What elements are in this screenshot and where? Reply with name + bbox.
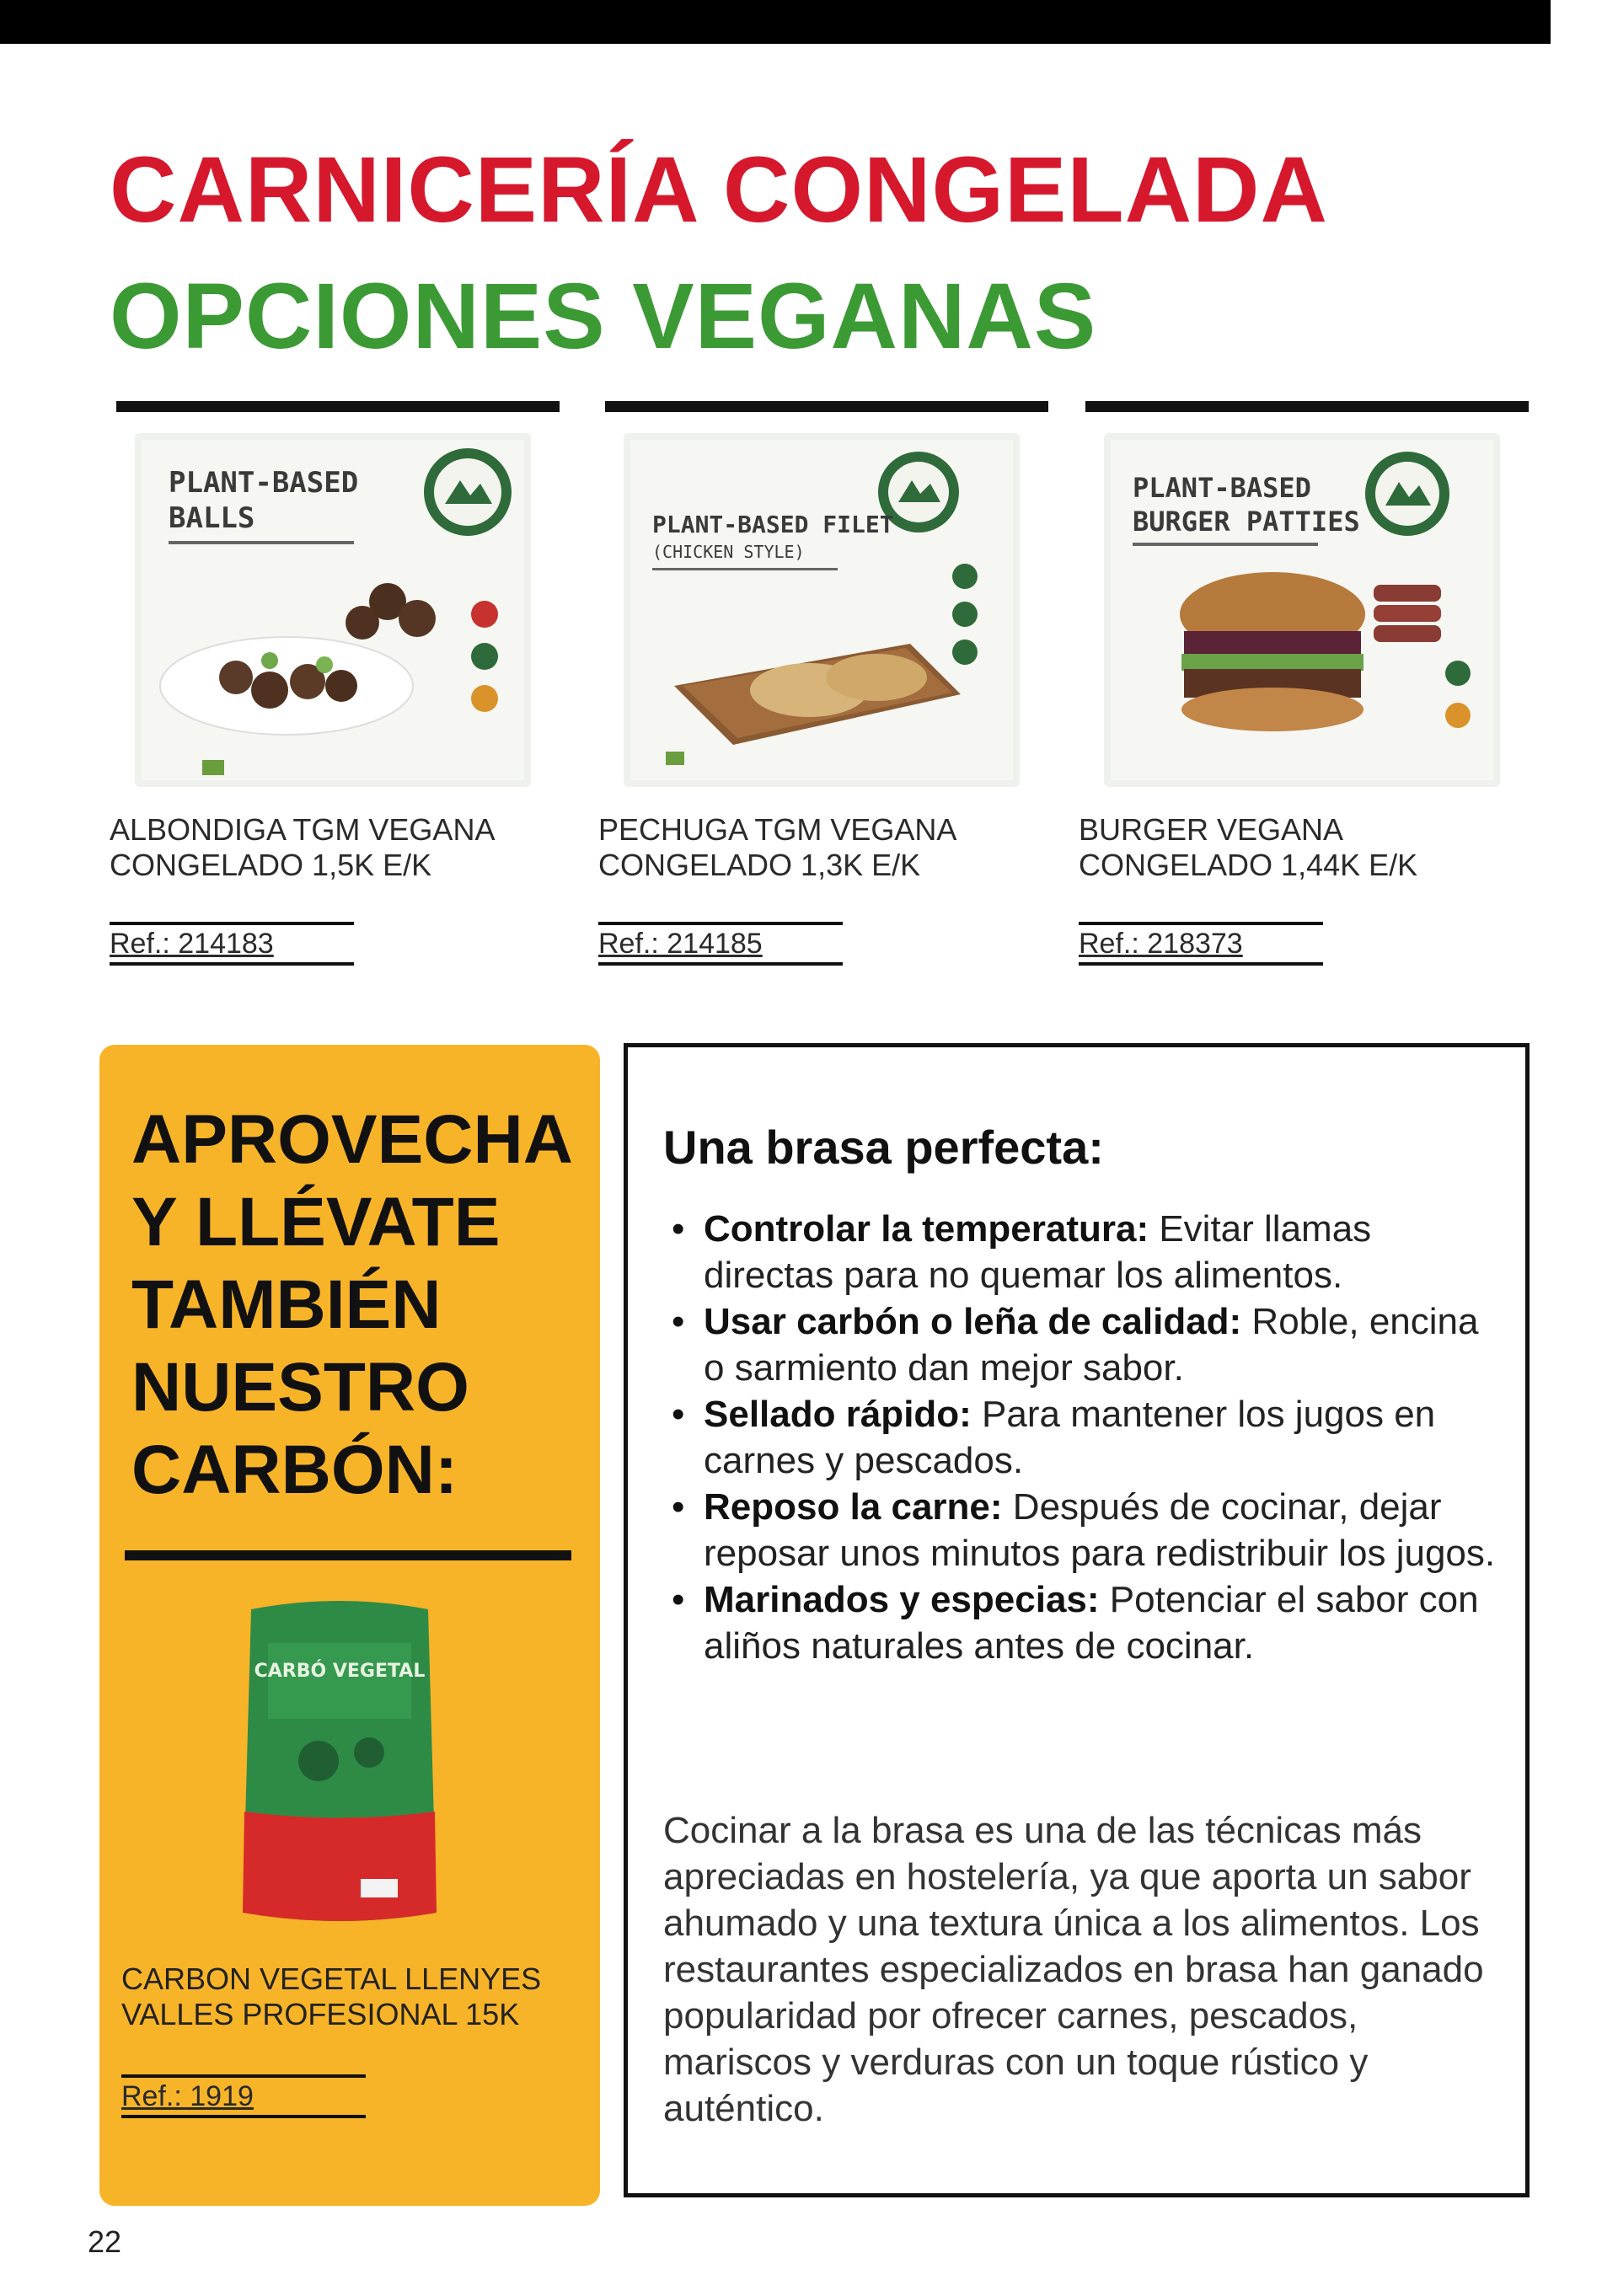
tips-box (624, 1043, 1530, 2197)
promo-box (99, 1045, 600, 2206)
tips-paragraph: Cocinar a la brasa es una de las técnicas más apreciadas en hostelería, ya que aporta un sabor ahumado y una textura única a los alimentos. Los restaurantes especializados en brasa han ganado popularidad por ofrecer carnes, pescados, mariscos y verduras con un toque rústico y auténtico. (663, 1810, 1484, 2129)
product-image-charcoal-bag[interactable] (234, 1592, 445, 1929)
product-image-vegan-filet (624, 433, 1020, 787)
product-ref: Ref.: 218373 (1079, 922, 1323, 966)
divider (605, 401, 1048, 412)
page-title: CARNICERÍA CONGELADA (110, 138, 1328, 242)
product-name: ALBONDIGA TGM VEGANA CONGELADO 1,5K E/K (110, 812, 496, 882)
list-item: • Controlar la temperatura: Evitar llamas directas para no quemar los alimentos. (663, 1206, 1506, 1298)
list-item: • Sellado rápido: Para mantener los jugos en carnes y pescados. (663, 1391, 1506, 1484)
product-ref: Ref.: 214185 (598, 922, 843, 966)
divider (116, 401, 560, 412)
product-card[interactable] (110, 401, 560, 974)
tips-list (663, 1206, 1506, 1669)
list-item: • Usar carbón o leña de calidad: Roble, encina o sarmiento dan mejor sabor. (663, 1298, 1506, 1391)
list-item: • Marinados y especias: Potenciar el sabor con aliños naturales antes de cocinar. (663, 1576, 1506, 1669)
tips-title: Una brasa perfecta: (663, 1121, 1104, 1174)
product-card[interactable] (598, 401, 1048, 974)
svg-text:PLANT-BASED: PLANT-BASED (169, 466, 359, 500)
product-ref: Ref.: 214183 (110, 922, 354, 966)
product-name: PECHUGA TGM VEGANA CONGELADO 1,3K E/K (598, 812, 957, 882)
svg-text:PLANT-BASED FILET: PLANT-BASED FILET (652, 511, 894, 538)
page-number: 22 (88, 2224, 122, 2259)
divider (125, 1550, 571, 1560)
promo-heading: APROVECHA Y LLÉVATE TAMBIÉN NUESTRO CARBÓN: (131, 1101, 573, 1508)
product-name: BURGER VEGANA CONGELADO 1,44K E/K (1079, 812, 1418, 882)
top-bar (0, 0, 1551, 44)
product-image-vegan-burger (1104, 433, 1500, 787)
product-ref: Ref.: 1919 (121, 2074, 366, 2118)
page-subtitle: OPCIONES VEGANAS (110, 265, 1097, 368)
svg-text:PLANT-BASED: PLANT-BASED (1133, 472, 1311, 504)
list-item: • Reposo la carne: Después de cocinar, dejar reposar unos minutos para redistribuir los jugos. (663, 1484, 1506, 1576)
product-image-vegan-balls (135, 433, 531, 787)
product-name: CARBON VEGETAL LLENYES VALLES PROFESIONAL 15K (121, 1962, 542, 2031)
svg-text:CARBÓ VEGETAL: CARBÓ VEGETAL (254, 1661, 426, 1682)
product-card[interactable] (1079, 401, 1529, 974)
svg-text:(CHICKEN STYLE): (CHICKEN STYLE) (652, 542, 805, 562)
divider (1085, 401, 1529, 412)
svg-text:BURGER PATTIES: BURGER PATTIES (1133, 506, 1360, 538)
svg-text:BALLS: BALLS (169, 501, 255, 535)
